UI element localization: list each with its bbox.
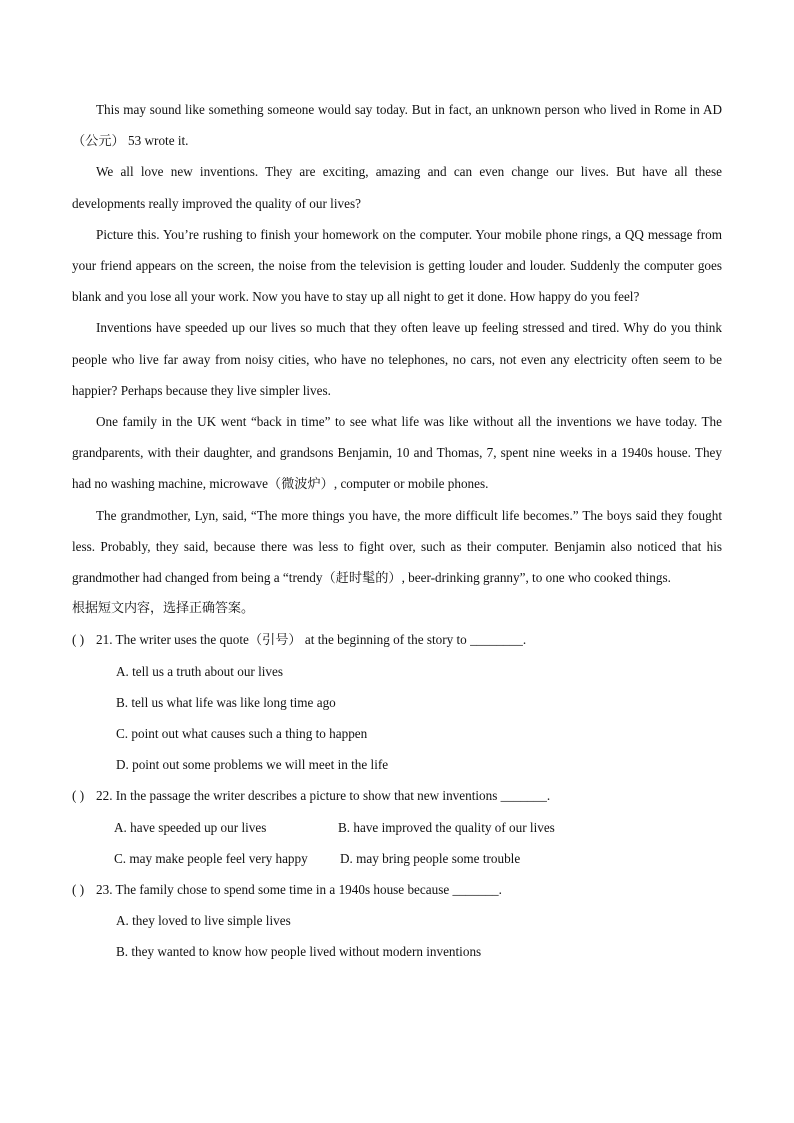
passage-paragraph-6: The grandmother, Lyn, said, “The more things you have, the more difficult life becomes.” The boys said they fought less. Probably, they said, because there was less to fight over, such as their computer. Benjamin also noticed that his grandmother had changed from being a “trendy（赶时髦的）, beer-drinking granny”, to one who cooked things. — [72, 507, 722, 586]
answer-blank-22: ( ) — [72, 788, 85, 804]
question-22-option-d: D. may bring people some trouble — [340, 850, 521, 866]
question-21-option-c: C. point out what causes such a thing to happen — [116, 726, 368, 742]
question-stem-21: 21. The writer uses the quote（引号） at the beginning of the story to ________. — [96, 632, 527, 648]
question-22-option-b: B. have improved the quality of our lives — [338, 819, 555, 835]
question-stem-23: 23. The family chose to spend some time in a 1940s house because _______. — [96, 882, 502, 898]
question-22 — [72, 780, 722, 811]
question-21-option-b: B. tell us what life was like long time ago — [116, 694, 336, 710]
question-21-option-d: D. point out some problems we will meet in the life — [116, 757, 389, 773]
passage-paragraph-1: This may sound like something someone would say today. But in fact, an unknown person who lived in Rome in AD（公元） 53 wrote it. — [72, 102, 722, 149]
answer-blank-21: ( ) — [72, 632, 85, 648]
document-content — [72, 94, 722, 968]
passage-paragraph-5: One family in the UK went “back in time” to see what life was like without all the inventions we have today. The grandparents, with their daughter, and grandsons Benjamin, 10 and Thomas, 7, spent nine weeks in a 1940s house. They had no washing machine, microwave（微波炉）, computer or mobile phones. — [72, 414, 722, 492]
question-23-option-b: B. they wanted to know how people lived without modern inventions — [116, 944, 482, 960]
question-21 — [72, 624, 722, 655]
question-21-option-a: A. tell us a truth about our lives — [116, 663, 284, 679]
question-22-options-row-1 — [72, 812, 722, 843]
question-22-option-a: A. have speeded up our lives — [114, 819, 267, 835]
passage-paragraph-2: We all love new inventions. They are exciting, amazing and can even change our lives. But have all these developments really improved the quality of our lives? — [72, 164, 722, 211]
question-stem-22: 22. In the passage the writer describes a picture to show that new inventions _______. — [96, 788, 551, 804]
passage-paragraph-3: Picture this. You’re rushing to finish your homework on the computer. Your mobile phone rings, a QQ message from your friend appears on the screen, the noise from the television is getting louder and louder. Suddenly the computer goes blank and you lose all your work. Now you have to stay up all night to get it done. How happy do you feel? — [72, 226, 722, 305]
question-23 — [72, 874, 722, 905]
passage-paragraph-4: Inventions have speeded up our lives so much that they often leave up feeling stressed and tired. Why do you think people who live far away from noisy cities, who have no telephones, no cars, not even any electricity often seem to be happier? Perhaps because they live simpler lives. — [72, 320, 722, 398]
answer-blank-23: ( ) — [72, 882, 85, 898]
question-instruction: 根据短文内容，选择正确答案。 — [72, 601, 255, 617]
question-22-options-row-2 — [72, 843, 722, 874]
question-23-option-a: A. they loved to live simple lives — [116, 913, 291, 929]
question-22-option-c: C. may make people feel very happy — [114, 850, 308, 866]
